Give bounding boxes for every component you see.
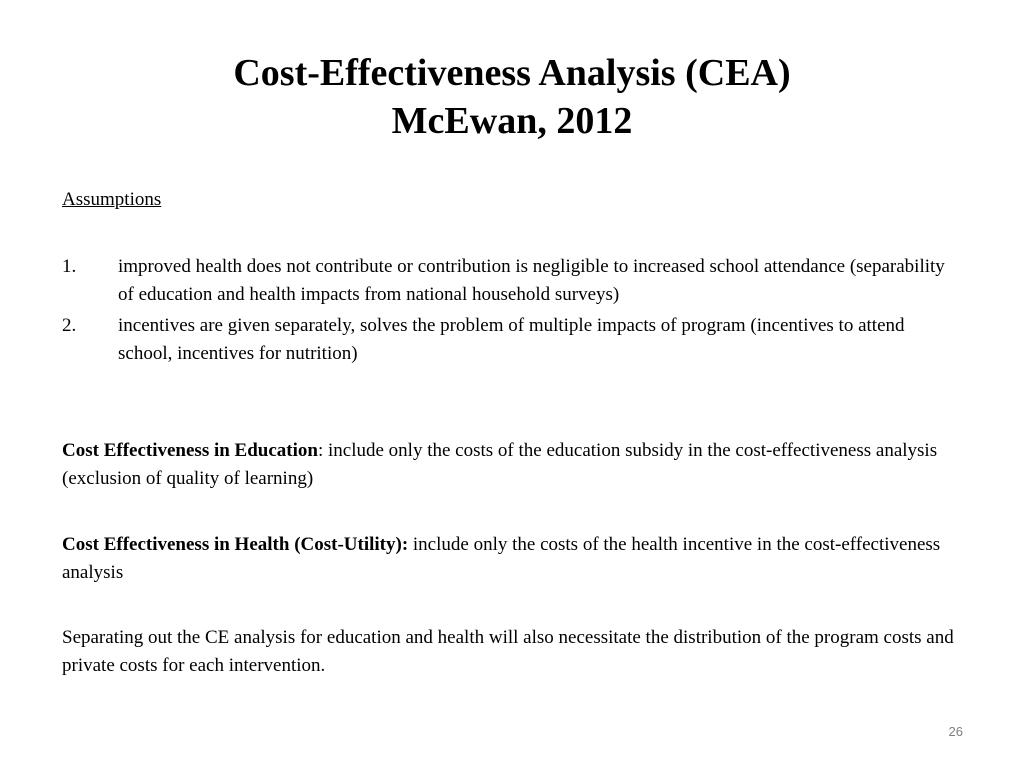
list-item-text: incentives are given separately, solves the problem of multiple impacts of program (incentives to attend school, incentives for nutrition): [118, 315, 905, 364]
education-paragraph: [62, 437, 962, 493]
health-paragraph: [62, 531, 962, 587]
slide-title: [0, 49, 1024, 145]
list-item-number: 1.: [62, 256, 77, 277]
list-item-text: improved health does not contribute or contribution is negligible to increased school attendance (separability of education and health impacts from national household surveys): [118, 256, 945, 305]
assumptions-heading: Assumptions: [62, 189, 162, 210]
health-label: Cost Effectiveness in Health (Cost-Utility):: [62, 534, 409, 555]
slide-title-line-1: Cost-Effectiveness Analysis (CEA): [233, 52, 791, 94]
education-label: Cost Effectiveness in Education: [62, 440, 318, 461]
list-item: [62, 312, 962, 368]
health-text: include only the costs of the health incentive in the cost-effectiveness analysis: [62, 534, 941, 583]
slide-title-line-2: McEwan, 2012: [391, 100, 633, 142]
assumptions-list: [62, 253, 962, 371]
page-number: 26: [948, 724, 963, 739]
separating-paragraph: Separating out the CE analysis for education and health will also necessitate the distribution of the program costs and private costs for each intervention.: [62, 627, 954, 676]
list-item: [62, 253, 962, 309]
education-text: : include only the costs of the education subsidy in the cost-effectiveness analysis (exclusion of quality of learning): [62, 440, 938, 489]
list-item-number: 2.: [62, 315, 77, 336]
